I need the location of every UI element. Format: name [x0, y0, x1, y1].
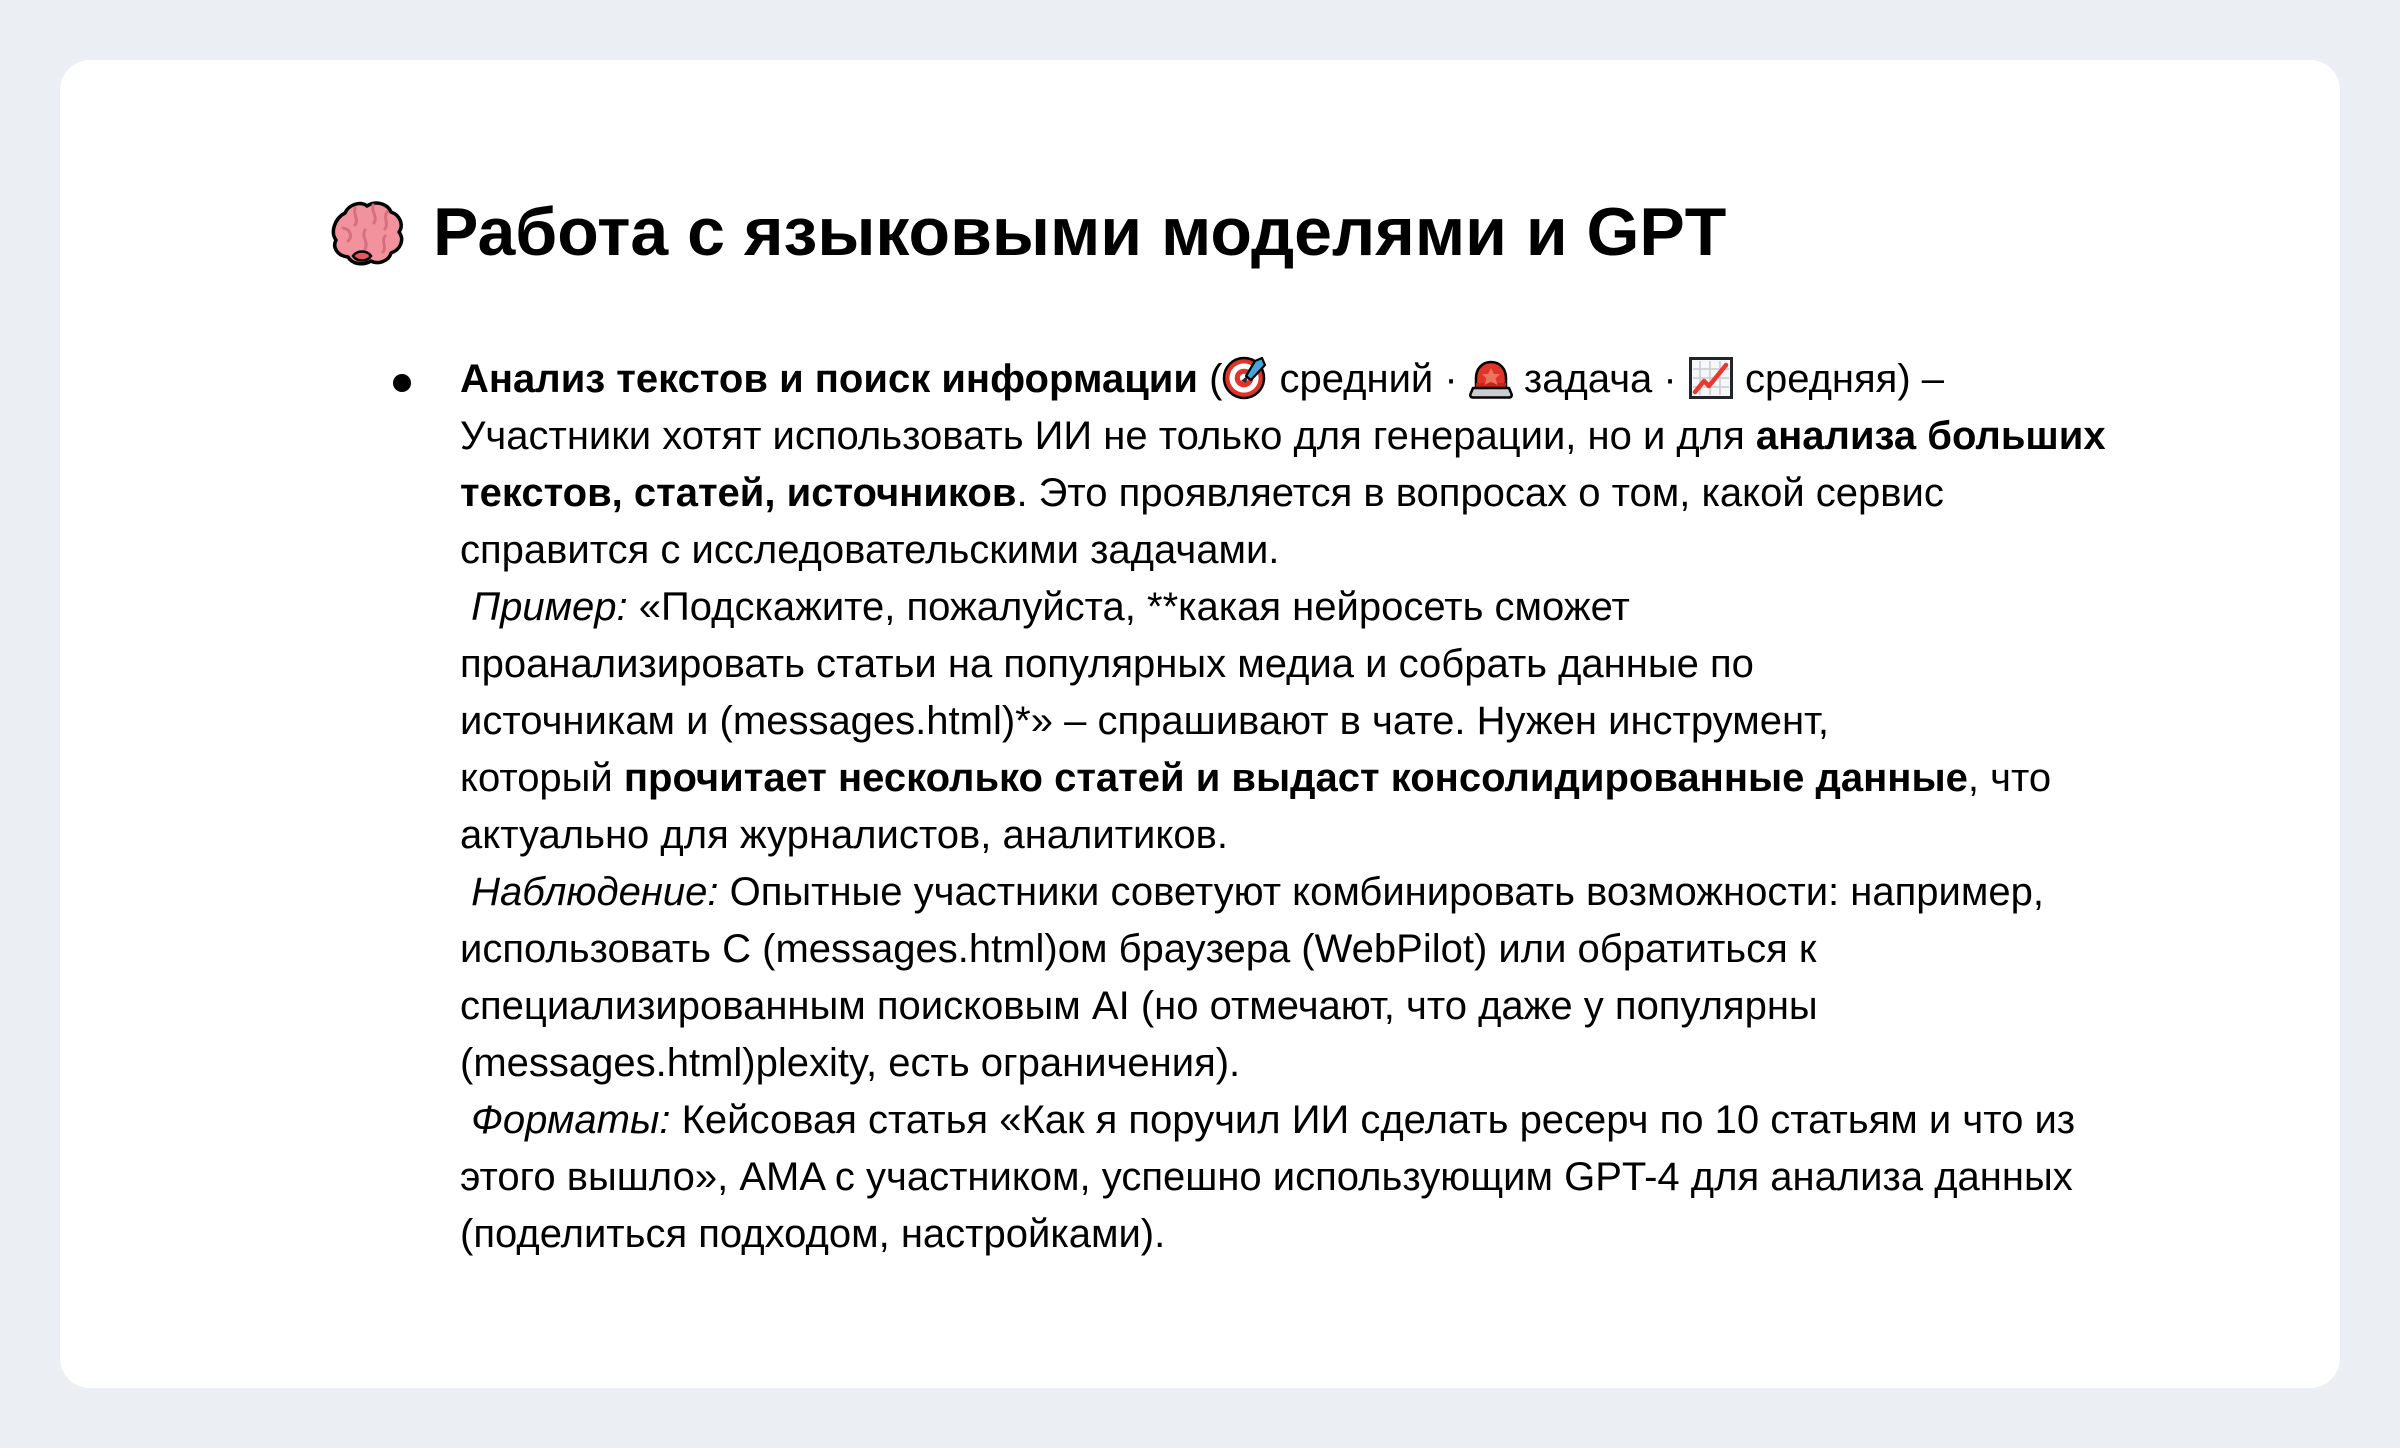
- run-p1-tail: . Это проявляется в вопросах о том, какой сервис справится с исследовательскими задачами.: [460, 471, 1944, 572]
- run-example-tail: , что актуально для журналистов, аналитиков.: [460, 756, 2052, 857]
- run-heading-bold: Анализ текстов и поиск информации: [460, 357, 1198, 401]
- run-example-label: Пример:: [460, 585, 628, 629]
- rotating-light-icon: [1469, 359, 1513, 400]
- run-example-c: источникам и (messages.html)*» – спрашивают в чате. Нужен инструмент,: [460, 699, 1830, 743]
- dart-target-icon: [1222, 354, 1268, 400]
- document-card: [60, 60, 2340, 1388]
- run-example-a: «Подскажите, пожалуйста, **какая нейросеть сможет: [627, 585, 1630, 629]
- run-p1-text: Участники хотят использовать ИИ не только для генерации, но и для: [460, 414, 1756, 458]
- run-formats-label: Форматы:: [460, 1098, 671, 1142]
- run-category: задача ·: [1512, 357, 1688, 401]
- page-title: [327, 192, 1726, 274]
- run-example-bold: прочитает несколько статей и выдаст консолидированные данные: [623, 756, 1968, 800]
- brain-icon: [327, 200, 405, 266]
- run-p1-bold: анализа больших текстов, статей, источников: [460, 414, 2106, 515]
- run-meta-open: (: [1197, 357, 1223, 401]
- run-observation-text: Опытные участники советуют комбинировать возможности: например, использовать C (messages.html)ом браузера (WebPilot) или обратиться к специализированным поисковым AI (но отмечают, что даже у популярны (messages.html)plexity, есть ограничения).: [460, 870, 2044, 1085]
- run-observation-label: Наблюдение:: [460, 870, 719, 914]
- page-title-text: Работа с языковыми моделями и GPT: [433, 194, 1727, 270]
- run-example-b: проанализировать статьи на популярных медиа и собрать данные по: [460, 642, 1754, 686]
- run-formats-text: Кейсовая статья «Как я поручил ИИ сделать ресерч по 10 статьям и что из этого вышло», AMA с участником, успешно использующим GPT-4 для анализа данных (поделиться подходом, настройками).: [460, 1098, 2076, 1256]
- chart-increasing-icon: [1688, 356, 1734, 400]
- run-impact: средняя) –: [1733, 357, 1944, 401]
- bullet-item-text: [460, 351, 2120, 1263]
- run-example-d: который: [460, 756, 624, 800]
- bullet-marker-icon: [393, 374, 411, 392]
- run-difficulty: средний ·: [1268, 357, 1469, 401]
